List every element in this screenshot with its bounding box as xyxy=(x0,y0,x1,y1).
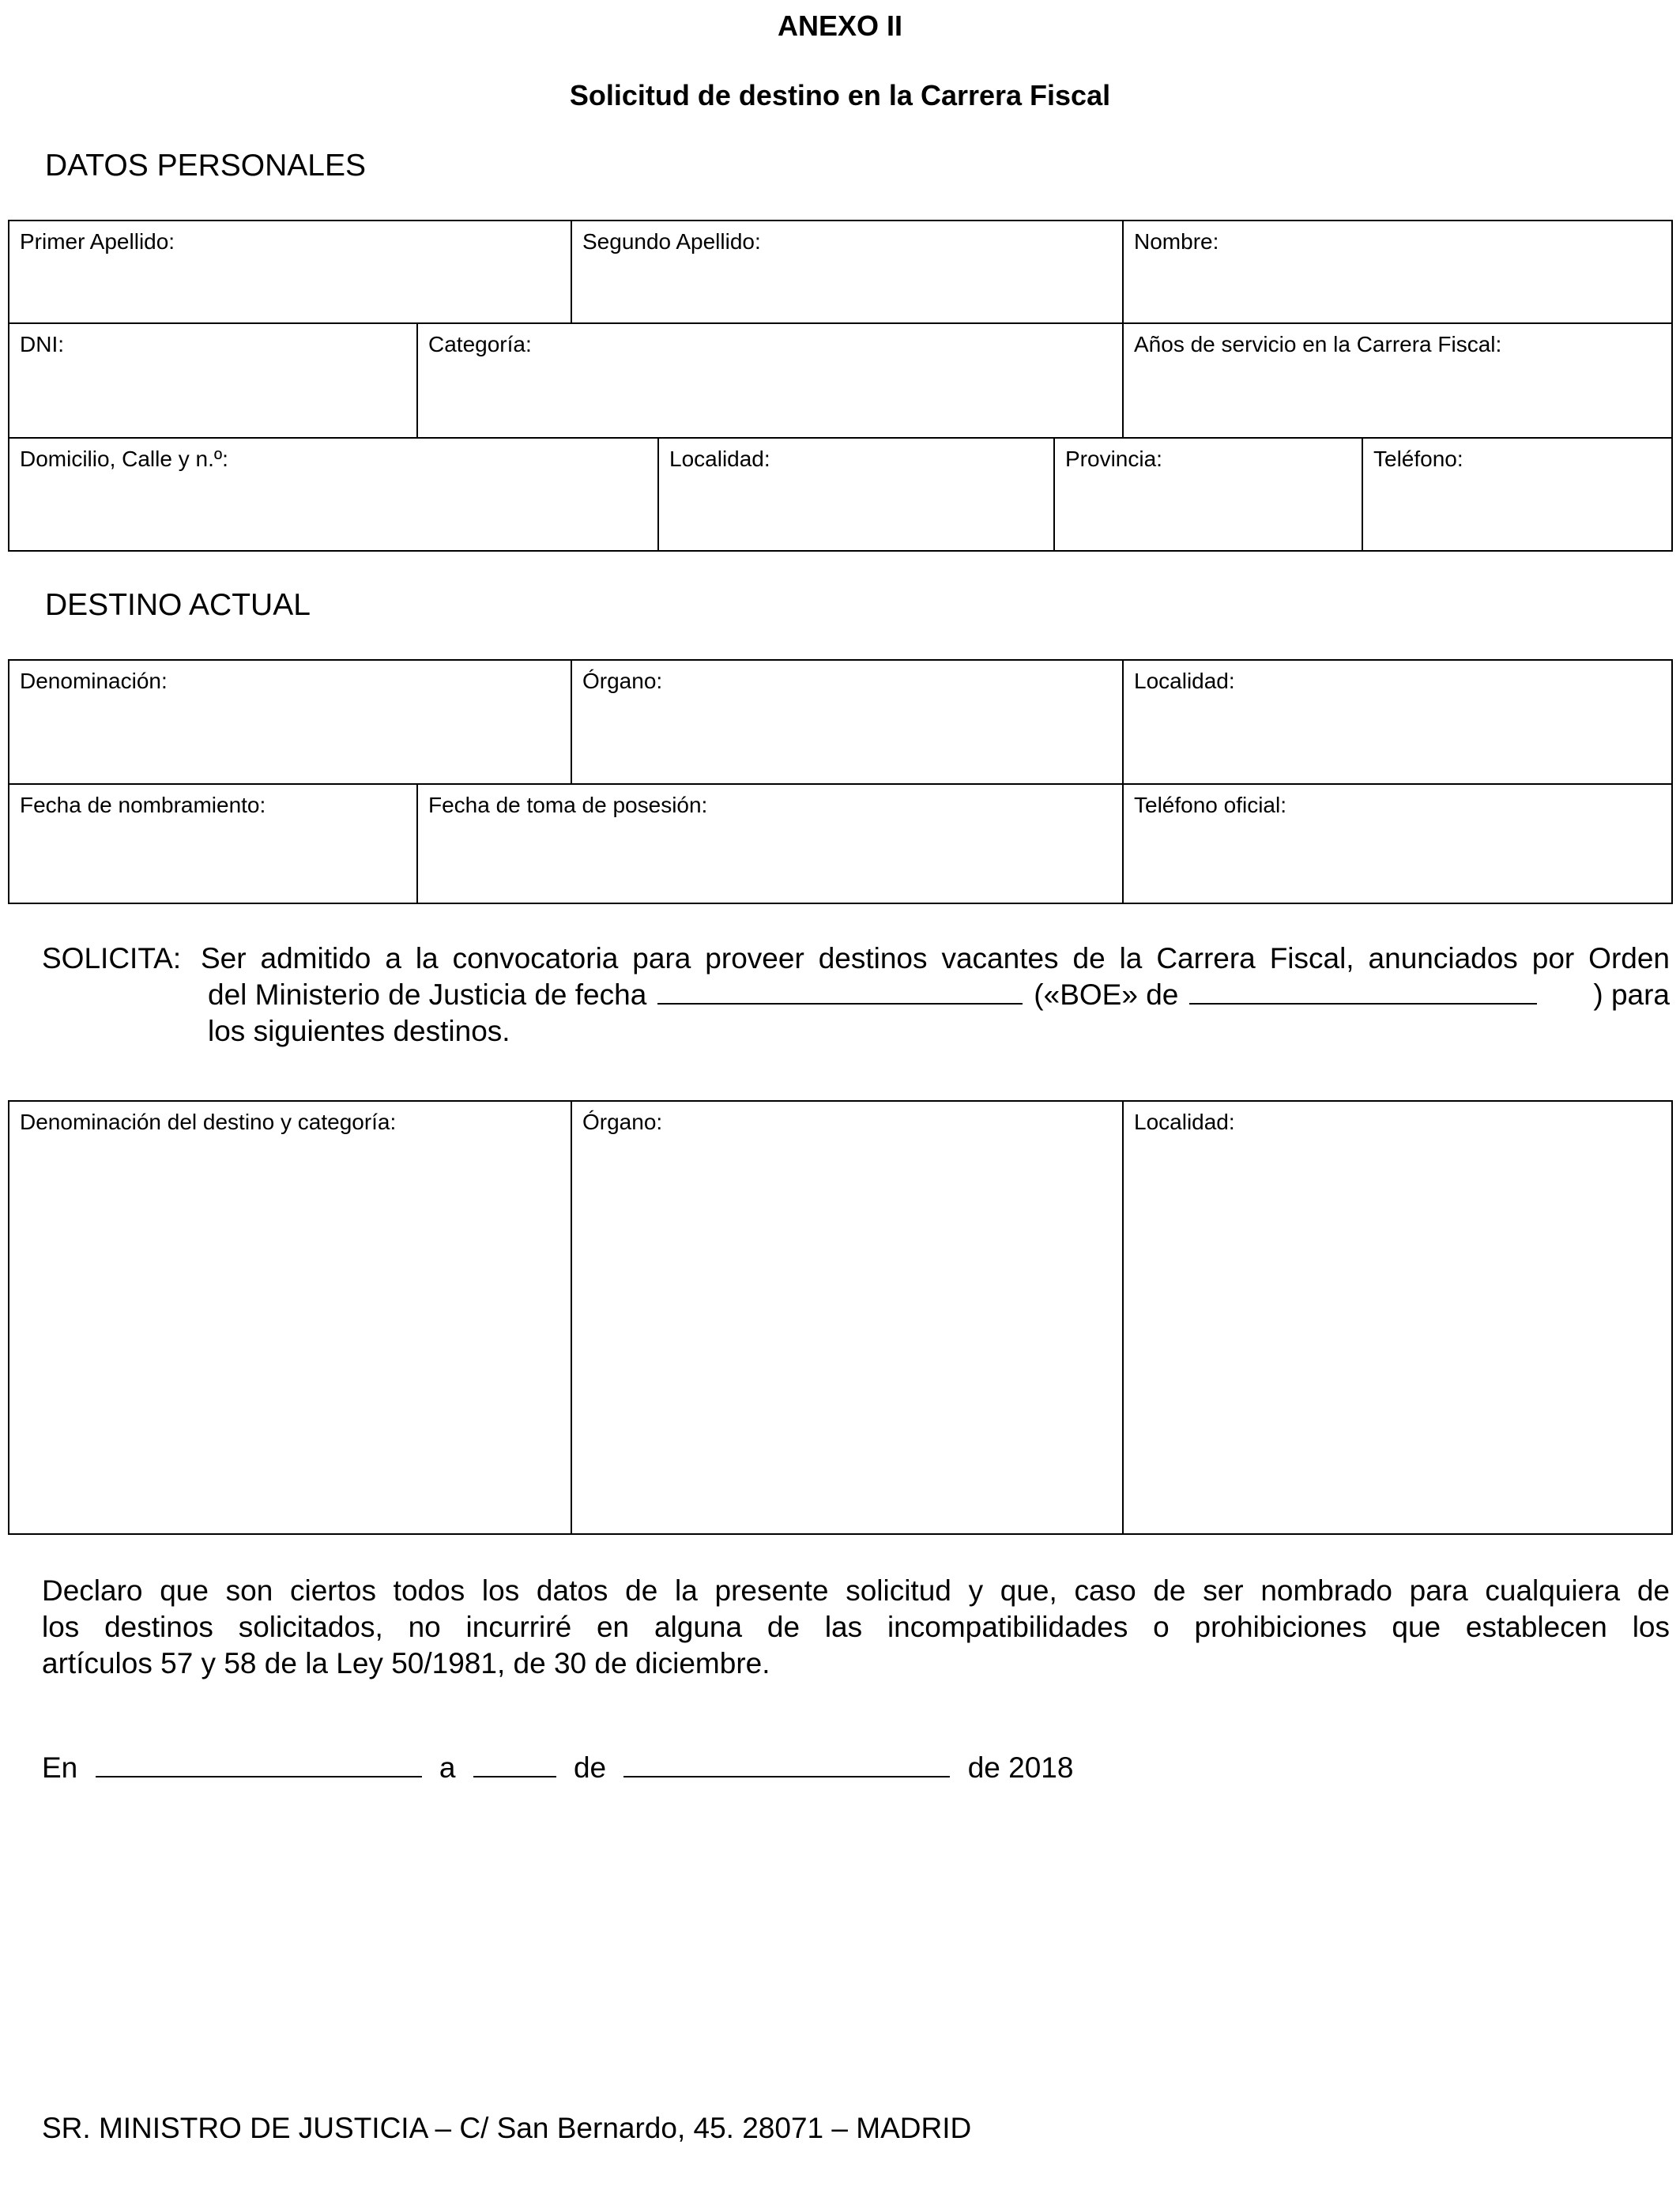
field-domicilio[interactable] xyxy=(9,439,659,550)
request-text: ) para xyxy=(1593,978,1670,1011)
field-categoria[interactable] xyxy=(418,324,1124,439)
field-label: Teléfono: xyxy=(1373,447,1463,471)
declaration-line-3: artículos 57 y 58 de la Ley 50/1981, de 30 de diciembre. xyxy=(42,1647,770,1679)
order-date-blank[interactable] xyxy=(657,978,1023,1005)
field-label: Provincia: xyxy=(1065,447,1162,471)
request-paragraph xyxy=(42,941,1670,1050)
personal-data-table xyxy=(8,220,1673,552)
field-label: DNI: xyxy=(20,332,64,356)
request-line-2 xyxy=(208,977,1670,1013)
signature-date-line xyxy=(42,1751,1073,1785)
field-dni[interactable] xyxy=(9,324,418,439)
requested-destinations-table xyxy=(8,1100,1673,1535)
field-label: Localidad: xyxy=(669,447,770,471)
request-text: del Ministerio de Justicia de fecha xyxy=(208,978,647,1011)
day-blank[interactable] xyxy=(473,1751,556,1777)
request-label: SOLICITA: xyxy=(42,942,182,974)
field-label: Años de servicio en la Carrera Fiscal: xyxy=(1134,332,1502,356)
field-label: Domicilio, Calle y n.º: xyxy=(20,447,228,471)
field-destino-organo[interactable] xyxy=(572,1102,1124,1533)
field-denominacion[interactable] xyxy=(9,661,572,785)
declaration-line-2: los destinos solicitados, no incurriré en alguna de las incompatibilidades o prohibiciones que establecen los xyxy=(42,1611,1670,1643)
field-segundo-apellido[interactable] xyxy=(572,221,1124,324)
date-text: a xyxy=(439,1751,456,1784)
field-label: Categoría: xyxy=(428,332,532,356)
boe-date-blank[interactable] xyxy=(1189,978,1537,1005)
request-line-1: Ser admitido a la convocatoria para proveer destinos vacantes de la Carrera Fiscal, anunciados por Orden xyxy=(201,942,1670,974)
date-text: de 2018 xyxy=(967,1751,1074,1784)
field-primer-apellido[interactable] xyxy=(9,221,572,324)
month-blank[interactable] xyxy=(623,1751,950,1777)
field-destino-localidad[interactable] xyxy=(1124,1102,1673,1533)
field-localidad[interactable] xyxy=(659,439,1055,550)
field-destino-denominacion[interactable] xyxy=(9,1102,572,1533)
field-label: Denominación: xyxy=(20,669,168,693)
field-fecha-posesion[interactable] xyxy=(418,785,1124,903)
field-label: Segundo Apellido: xyxy=(582,229,761,254)
request-line-3: los siguientes destinos. xyxy=(208,1015,510,1047)
declaration-line-1: Declaro que son ciertos todos los datos de la presente solicitud y que, caso de ser nombrado para cualquiera de xyxy=(42,1574,1670,1607)
field-anos-servicio[interactable] xyxy=(1124,324,1673,439)
document-title: Solicitud de destino en la Carrera Fiscal xyxy=(569,79,1111,111)
field-localidad-actual[interactable] xyxy=(1124,661,1673,785)
personal-data-heading: DATOS PERSONALES xyxy=(45,149,367,183)
field-label: Fecha de toma de posesión: xyxy=(428,793,708,817)
field-label: Fecha de nombramiento: xyxy=(20,793,266,817)
field-telefono-oficial[interactable] xyxy=(1124,785,1673,903)
current-destination-heading: DESTINO ACTUAL xyxy=(45,588,311,622)
place-blank[interactable] xyxy=(96,1751,422,1777)
declaration-paragraph xyxy=(42,1573,1670,1682)
field-label: Teléfono oficial: xyxy=(1134,793,1287,817)
field-label: Denominación del destino y categoría: xyxy=(20,1110,397,1134)
field-provincia[interactable] xyxy=(1055,439,1363,550)
field-label: Órgano: xyxy=(582,669,663,693)
field-label: Órgano: xyxy=(582,1110,663,1134)
field-label: Nombre: xyxy=(1134,229,1219,254)
date-text: de xyxy=(573,1751,607,1784)
field-label: Localidad: xyxy=(1134,669,1235,693)
field-fecha-nombramiento[interactable] xyxy=(9,785,418,903)
annex-title: ANEXO II xyxy=(777,9,903,42)
field-telefono[interactable] xyxy=(1363,439,1673,550)
current-destination-table xyxy=(8,659,1673,904)
field-label: Localidad: xyxy=(1134,1110,1235,1134)
field-nombre[interactable] xyxy=(1124,221,1673,324)
field-label: Primer Apellido: xyxy=(20,229,175,254)
field-organo[interactable] xyxy=(572,661,1124,785)
request-text: («BOE» de xyxy=(1034,978,1179,1011)
recipient-address: SR. MINISTRO DE JUSTICIA – C/ San Bernardo, 45. 28071 – MADRID xyxy=(42,2112,972,2144)
date-text: En xyxy=(42,1751,78,1784)
